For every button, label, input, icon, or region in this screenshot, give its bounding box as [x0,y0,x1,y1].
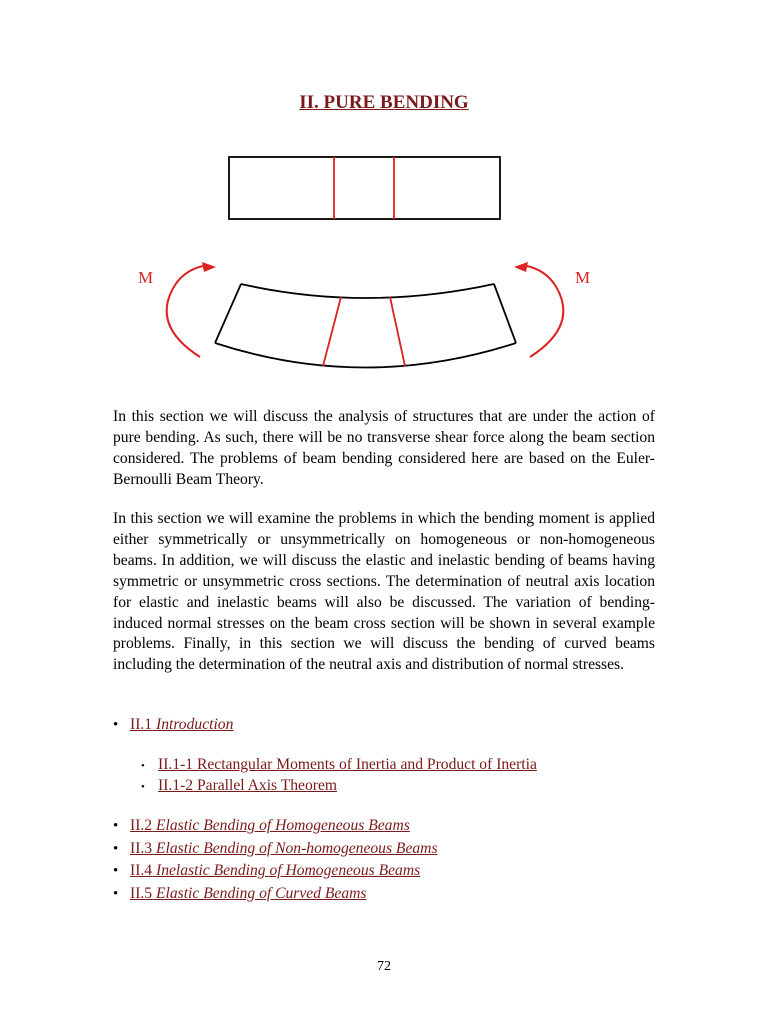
toc-intro [113,714,233,737]
toc-sections [113,815,438,905]
toc-subsections [141,755,537,796]
toc-item-intro [113,714,233,737]
page-title [0,92,768,114]
straight-beam [229,157,500,219]
toc-item [113,838,438,861]
intro-paragraph: In this section we will discuss the analysis of structures that are under the action of pure bending. As such, there will be no transverse shear force along the beam section considered. The problems of beam bending considered here are based on the Euler-Bernoulli Beam Theory. [113,408,655,488]
toc-link-parallel-axis[interactable]: II.1-2 Parallel Axis Theorem [158,776,337,794]
moment-arrow-left-icon [167,262,216,357]
bent-section-line-right [390,297,405,366]
pure-bending-figure [0,140,768,380]
bent-section-line-left [323,297,341,366]
moment-label-left: M [138,268,154,287]
toc-item [113,883,438,906]
toc-link-section-5[interactable]: II.5 Elastic Bending of Curved Beams [130,884,367,902]
toc-link-section-2[interactable]: II.2 Elastic Bending of Homogeneous Beams [130,817,410,834]
toc-item-sub [141,776,537,797]
toc-item-sub [141,755,537,776]
scope-paragraph: In this section we will examine the problems in which the bending moment is applied either symmetrically or unsymmetrically on homogeneous or non-homogeneous beams. In addition, we will discuss the elastic and inelastic bending of beams having symmetric or unsymmetric cross sections. The determination of neutral axis location for elastic and inelastic beams will also be discussed. The variation of bending-induced normal stresses on the beam cross section will be shown in several example problems. Finally, in this section we will discuss the bending of curved beams including the determination of the neutral axis and distribution of normal stresses. [113,510,655,674]
toc-item [113,860,438,883]
moment-arrow-right-icon [514,262,563,357]
toc-link-section-4[interactable]: II.4 Inelastic Bending of Homogeneous Beams [130,862,421,879]
moment-label-right: M [575,268,591,287]
bent-beam [215,284,516,368]
toc-link-moments-of-inertia[interactable]: II.1-1 Rectangular Moments of Inertia and Product of Inertia [158,756,537,773]
toc-link-section-3[interactable]: II.3 Elastic Bending of Non-homogeneous Beams [130,839,438,857]
toc-item [113,815,438,838]
page-number: 72 [377,959,391,974]
page-title-text: II. PURE BENDING [299,92,469,113]
toc-link-intro[interactable]: II.1 Introduction [130,716,234,733]
